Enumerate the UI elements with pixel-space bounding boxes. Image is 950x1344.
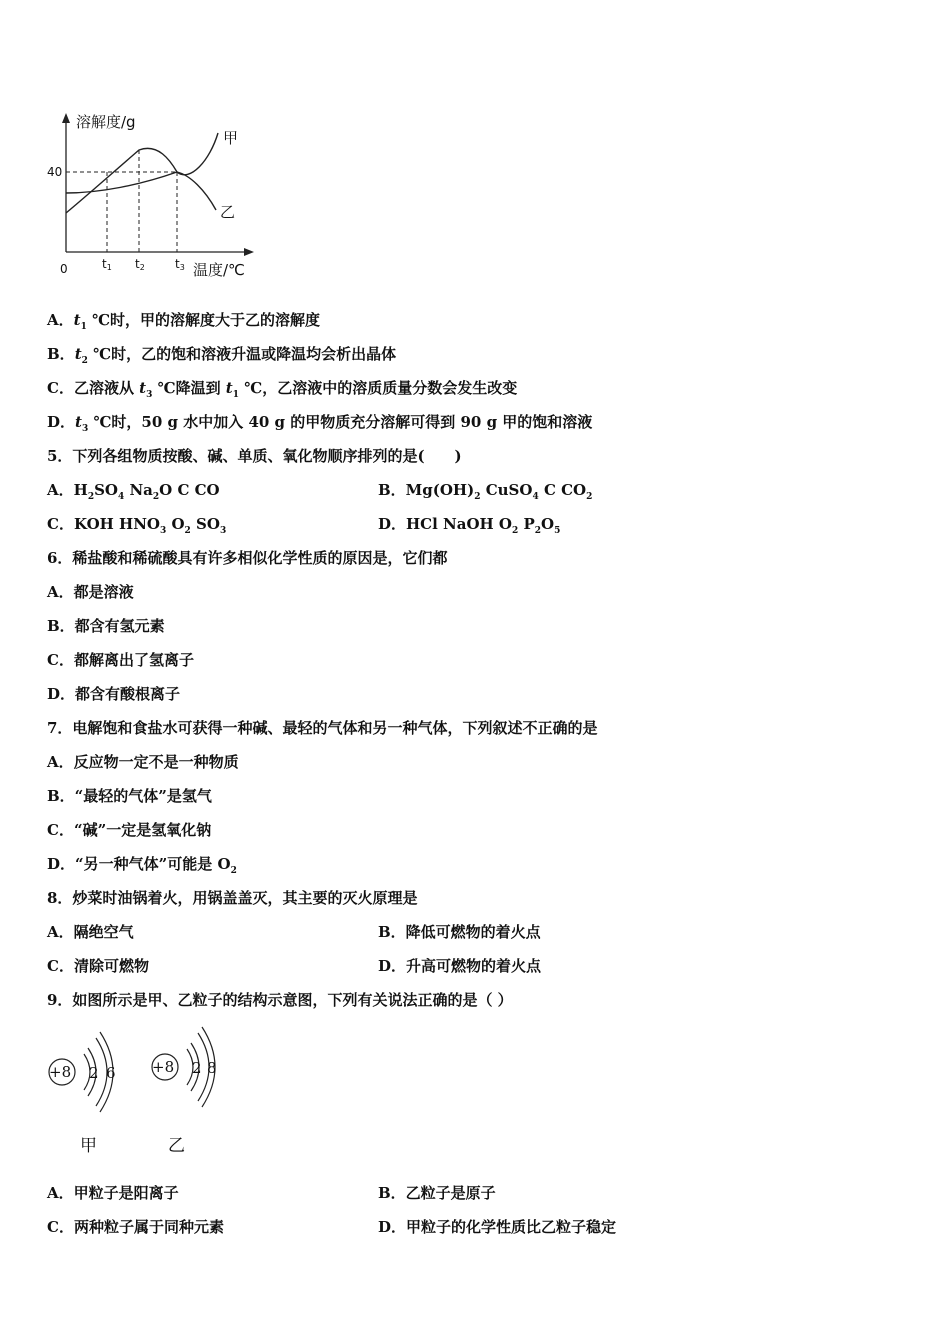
q5-option-b: B．$Mg(OH)_2$ CuSO$_4$ C $CO_2$ — [378, 481, 593, 502]
t2-label: t2 — [135, 257, 145, 272]
q6-option-a: A．都是溶液 — [47, 583, 134, 601]
solubility-graph — [40, 105, 270, 285]
curve-yi-label: 乙 — [220, 203, 236, 221]
q5-stem: 5．下列各组物质按酸、碱、单质、氧化物顺序排列的是( ) — [47, 447, 462, 465]
q7-option-d: D．“另一种气体”可能是 $O_2$ — [47, 855, 237, 876]
q8-stem: 8．炒菜时油锅着火，用锅盖盖灭，其主要的灭火原理是 — [47, 889, 418, 907]
q7-option-c: C．“碱”一定是氢氧化钠 — [47, 821, 212, 839]
q9-option-a: A．甲粒子是阳离子 — [47, 1184, 179, 1202]
yi-e1: 2 — [192, 1059, 202, 1077]
jia-e2: 6 — [106, 1064, 116, 1082]
q9-option-c: C．两种粒子属于同种元素 — [47, 1218, 224, 1236]
curve-jia — [66, 133, 218, 213]
caption-jia: 甲 — [80, 1136, 97, 1156]
q8-option-c: C．清除可燃物 — [47, 957, 149, 975]
q5-option-d: D．HCl NaOH $O_2$ $P_2O_5$ — [378, 515, 561, 536]
q7-option-a: A．反应物一定不是一种物质 — [47, 753, 239, 771]
t3-label: t3 — [175, 257, 185, 272]
q9-option-b: B．乙粒子是原子 — [378, 1184, 496, 1202]
y-tick-40: 40 — [47, 165, 63, 179]
jia-e1: 2 — [89, 1064, 99, 1082]
q7-option-b: B．“最轻的气体”是氢气 — [47, 787, 212, 805]
t1-label: t1 — [102, 257, 112, 272]
particle-diagram — [40, 1020, 240, 1115]
q8-option-d: D．升高可燃物的着火点 — [378, 957, 542, 975]
q4-option-c: C．乙溶液从 $t_3$ ℃降温到 $t_1$ ℃，乙溶液中的溶质质量分数会发生改变 — [47, 379, 518, 400]
q8-option-b: B．降低可燃物的着火点 — [378, 923, 541, 941]
caption-yi: 乙 — [168, 1136, 185, 1156]
q9-option-d: D．甲粒子的化学性质比乙粒子稳定 — [378, 1218, 617, 1236]
q6-option-d: D．都含有酸根离子 — [47, 685, 181, 703]
x-axis-arrow — [244, 248, 254, 256]
yi-nucleus-charge: +8 — [152, 1058, 175, 1076]
q5-option-a: A．$H_2SO_4$ $Na_2O$ C CO — [47, 481, 220, 502]
x-axis-label: 温度/℃ — [193, 261, 245, 279]
particle-jia — [49, 1032, 116, 1112]
jia-nucleus-charge: +8 — [49, 1063, 72, 1081]
y-axis-label: 溶解度/g — [76, 113, 136, 131]
q5-option-c: C．KOH $HNO_3$ $O_2$ $SO_3$ — [47, 515, 227, 536]
q4-option-d: D．$t_3$ ℃时，50 g 水中加入 40 g 的甲物质充分溶解可得到 90 g 甲的饱和溶液 — [47, 413, 593, 434]
q6-option-c: C．都解离出了氢离子 — [47, 651, 194, 669]
q6-stem: 6．稀盐酸和稀硫酸具有许多相似化学性质的原因是，它们都 — [47, 549, 448, 567]
q7-stem: 7．电解饱和食盐水可获得一种碱、最轻的气体和另一种气体，下列叙述不正确的是 — [47, 719, 598, 737]
origin-label: 0 — [60, 262, 68, 276]
q4-option-b: B．$t_2$ ℃时，乙的饱和溶液升温或降温均会析出晶体 — [47, 345, 397, 366]
q8-option-a: A．隔绝空气 — [47, 923, 134, 941]
q4-option-a: A．$t_1$ ℃时，甲的溶解度大于乙的溶解度 — [47, 311, 321, 332]
q6-option-b: B．都含有氢元素 — [47, 617, 165, 635]
y-axis-arrow — [62, 113, 70, 123]
yi-e2: 8 — [207, 1059, 217, 1077]
curve-yi — [66, 172, 216, 210]
q9-stem: 9．如图所示是甲、乙粒子的结构示意图，下列有关说法正确的是（ ） — [47, 991, 513, 1009]
curve-jia-label: 甲 — [223, 129, 239, 147]
particle-yi — [152, 1027, 217, 1107]
